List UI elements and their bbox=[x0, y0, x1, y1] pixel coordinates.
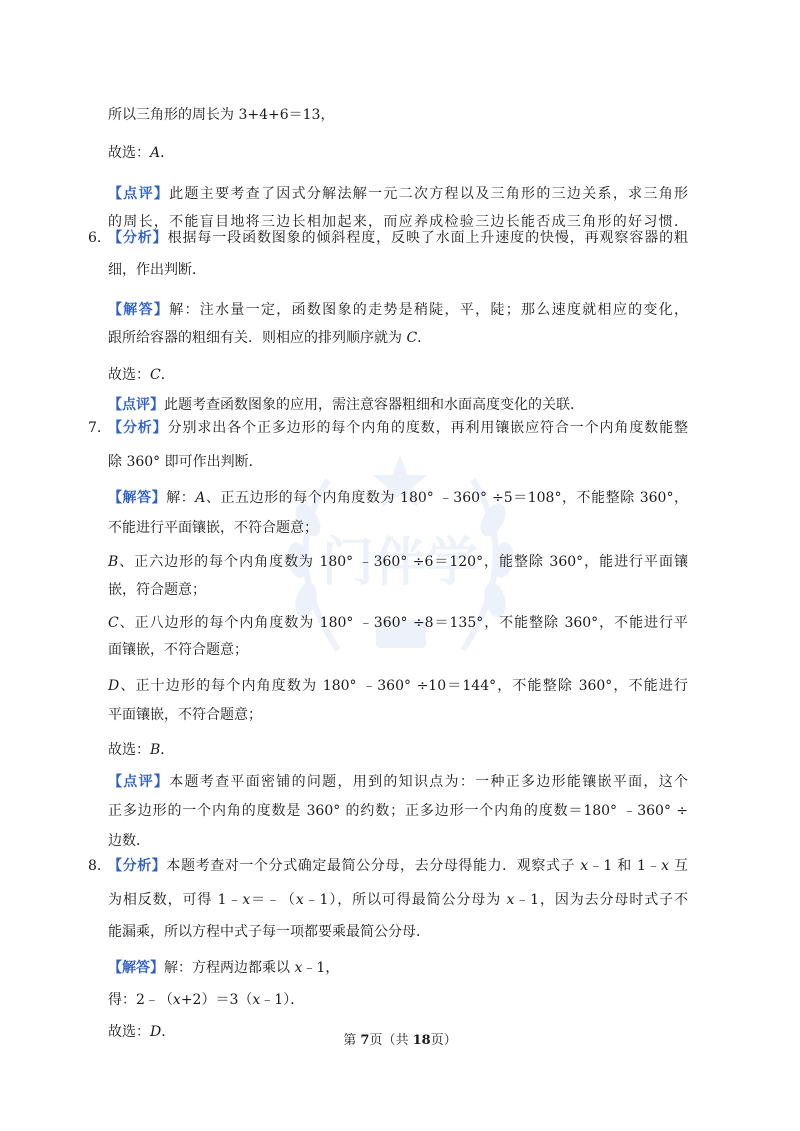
section-tag: 【点评】 bbox=[108, 774, 170, 790]
text-line-q7n bbox=[108, 831, 150, 851]
math-variable: x bbox=[580, 858, 589, 874]
text-line-q8b bbox=[108, 890, 688, 910]
text-line-l2 bbox=[108, 143, 174, 163]
footer-total-pages: 18 bbox=[412, 1033, 431, 1048]
text-line-q6e bbox=[108, 365, 175, 385]
section-tag: 【点评】 bbox=[108, 397, 164, 413]
footer-prefix: 第 bbox=[343, 1033, 361, 1048]
text-line-q7g bbox=[108, 613, 688, 633]
text-segment: 互 bbox=[668, 858, 689, 874]
text-line-l3 bbox=[108, 184, 688, 204]
text-segment: 所以三角形的周长为 3+4+6＝13， bbox=[108, 107, 335, 123]
section-tag: 【解答】 bbox=[108, 302, 170, 318]
text-segment: 分别求出各个正多边形的每个内角的度数，再利用镶嵌应符合一个内角度数能整 bbox=[167, 420, 689, 436]
text-segment: 解：方程两边都乘以 bbox=[164, 960, 295, 976]
text-line-q7c bbox=[108, 488, 688, 508]
text-segment: ． bbox=[160, 145, 175, 161]
math-variable: x bbox=[252, 992, 261, 1008]
text-segment: 能漏乘，所以方程中式子每一项都要乘最简公分母． bbox=[108, 924, 430, 940]
text-line-q7h bbox=[108, 640, 248, 660]
math-variable: x bbox=[661, 858, 669, 874]
text-segment: 平面镶嵌，不符合题意； bbox=[108, 707, 262, 723]
math-variable: C bbox=[406, 330, 418, 346]
text-segment: ﹣1 和 1﹣ bbox=[588, 858, 662, 874]
math-variable: C bbox=[108, 615, 119, 631]
math-variable: A bbox=[195, 490, 206, 506]
question-number-6: 6. bbox=[88, 230, 102, 246]
text-segment: ﹣1）． bbox=[260, 992, 305, 1008]
math-variable: D bbox=[108, 678, 120, 694]
text-line-q6c bbox=[108, 300, 688, 320]
text-segment: 面镶嵌，不符合题意； bbox=[108, 642, 248, 658]
text-line-q7j bbox=[108, 705, 262, 725]
text-segment: ﹣1），所以可得最简公分母为 bbox=[303, 892, 507, 908]
math-variable: C bbox=[150, 367, 161, 383]
text-line-q7d bbox=[108, 518, 318, 538]
footer-middle: 页（共 bbox=[369, 1033, 413, 1048]
footer-page-number: 7 bbox=[360, 1033, 370, 1048]
text-segment: 、正五边形的每个内角度数为 180° ﹣360° ÷5＝108°，不能整除 360°， bbox=[205, 490, 689, 506]
math-variable: x bbox=[172, 992, 181, 1008]
math-variable: B bbox=[150, 742, 161, 758]
text-segment: 跟所给容器的粗细有关．则相应的排列顺序就为 bbox=[108, 330, 407, 346]
section-tag: 【分析】 bbox=[108, 420, 168, 436]
math-variable: x bbox=[506, 892, 515, 908]
text-segment: 本题考查平面密铺的问题，用到的知识点为：一种正多边形能镶嵌平面，这个 bbox=[169, 774, 689, 790]
text-line-q8e bbox=[108, 990, 304, 1010]
text-line-q7a bbox=[108, 418, 688, 438]
text-line-q7m bbox=[108, 801, 688, 821]
text-segment: 除 360° 即可作出判断． bbox=[108, 454, 263, 470]
text-line-q6b bbox=[108, 260, 206, 280]
text-line-q7k bbox=[108, 740, 174, 760]
page-footer bbox=[0, 1031, 800, 1051]
footer-suffix: 页） bbox=[430, 1033, 457, 1048]
text-segment: 解： bbox=[166, 490, 196, 506]
math-variable: x bbox=[242, 892, 251, 908]
text-line-q8d bbox=[108, 958, 339, 978]
text-segment: ． bbox=[160, 742, 175, 758]
section-tag: 【分析】 bbox=[108, 230, 168, 246]
text-segment: 此题主要考查了因式分解法解一元二次方程以及三角形的三边关系，求三角形 bbox=[169, 186, 689, 202]
math-variable: x bbox=[294, 960, 303, 976]
text-segment: ． bbox=[161, 1024, 176, 1040]
text-segment: 故选： bbox=[108, 1024, 150, 1040]
text-segment: 嵌，符合题意； bbox=[108, 582, 206, 598]
text-segment: ． bbox=[160, 367, 175, 383]
section-tag: 【解答】 bbox=[108, 490, 167, 506]
text-line-q7b bbox=[108, 452, 263, 472]
text-segment: 边数． bbox=[108, 833, 150, 849]
text-segment: 不能进行平面镶嵌，不符合题意； bbox=[108, 520, 318, 536]
text-segment: 为相反数，可得 1﹣ bbox=[108, 892, 243, 908]
math-variable: B bbox=[108, 554, 119, 570]
text-segment: 细，作出判断． bbox=[108, 262, 206, 278]
text-segment: 的周长，不能盲目地将三边长相加起来，而应养成检验三边长能否成三角形的好习惯． bbox=[108, 214, 688, 230]
text-line-q7f bbox=[108, 580, 206, 600]
text-segment: 、正六边形的每个内角度数为 180° ﹣360° ÷6＝120°，能整除 360°，能进行平面镶 bbox=[118, 554, 688, 570]
question-number-8: 8. bbox=[88, 858, 102, 874]
math-variable: A bbox=[150, 145, 161, 161]
watermark-text: 门伴学 bbox=[321, 533, 479, 593]
text-segment: 正多边形的一个内角的度数是 360° 的约数；正多边形一个内角的度数＝180° ﹣360° ÷ bbox=[108, 803, 688, 819]
math-variable: D bbox=[150, 1024, 162, 1040]
section-tag: 【解答】 bbox=[108, 960, 164, 976]
text-segment: 本题考查对一个分式确定最简公分母，去分母得能力．观察式子 bbox=[166, 858, 581, 874]
text-line-q6d bbox=[108, 328, 431, 348]
text-segment: 故选： bbox=[108, 145, 150, 161]
question-number-7: 7. bbox=[88, 420, 102, 436]
text-segment: ． bbox=[417, 330, 432, 346]
text-line-l1 bbox=[108, 105, 334, 125]
section-tag: 【点评】 bbox=[108, 186, 170, 202]
text-line-q7l bbox=[108, 772, 688, 792]
text-line-q7e bbox=[108, 552, 688, 572]
text-segment: 故选： bbox=[108, 367, 150, 383]
math-variable: x bbox=[295, 892, 304, 908]
text-segment: 、正八边形的每个内角度数为 180° ﹣360° ÷8＝135°，不能整除 360°，不能进行平 bbox=[118, 615, 688, 631]
text-segment: ＝﹣（ bbox=[250, 892, 296, 908]
text-segment: 、正十边形的每个内角度数为 180° ﹣360° ÷10＝144°，不能整除 360°，不能进行 bbox=[119, 678, 688, 694]
text-line-q8c bbox=[108, 922, 430, 942]
text-segment: 根据每一段函数图象的倾斜程度，反映了水面上升速度的快慢，再观察容器的粗 bbox=[167, 230, 689, 246]
text-line-q6a bbox=[108, 228, 688, 248]
text-line-q6f bbox=[108, 395, 584, 415]
text-segment: +2）＝3（ bbox=[180, 992, 253, 1008]
section-tag: 【分析】 bbox=[108, 858, 167, 874]
text-segment: ﹣1，因为去分母时式子不 bbox=[514, 892, 689, 908]
text-line-q7i bbox=[108, 676, 688, 696]
text-segment: ﹣1， bbox=[302, 960, 340, 976]
text-line-q8a bbox=[108, 856, 688, 876]
text-segment: 故选： bbox=[108, 742, 150, 758]
text-segment: 解：注水量一定，函数图象的走势是稍陡，平，陡；那么速度就相应的变化， bbox=[169, 302, 689, 318]
text-segment: 得：2﹣（ bbox=[108, 992, 173, 1008]
text-segment: 此题考查函数图象的应用，需注意容器粗细和水面高度变化的关联． bbox=[164, 397, 584, 413]
